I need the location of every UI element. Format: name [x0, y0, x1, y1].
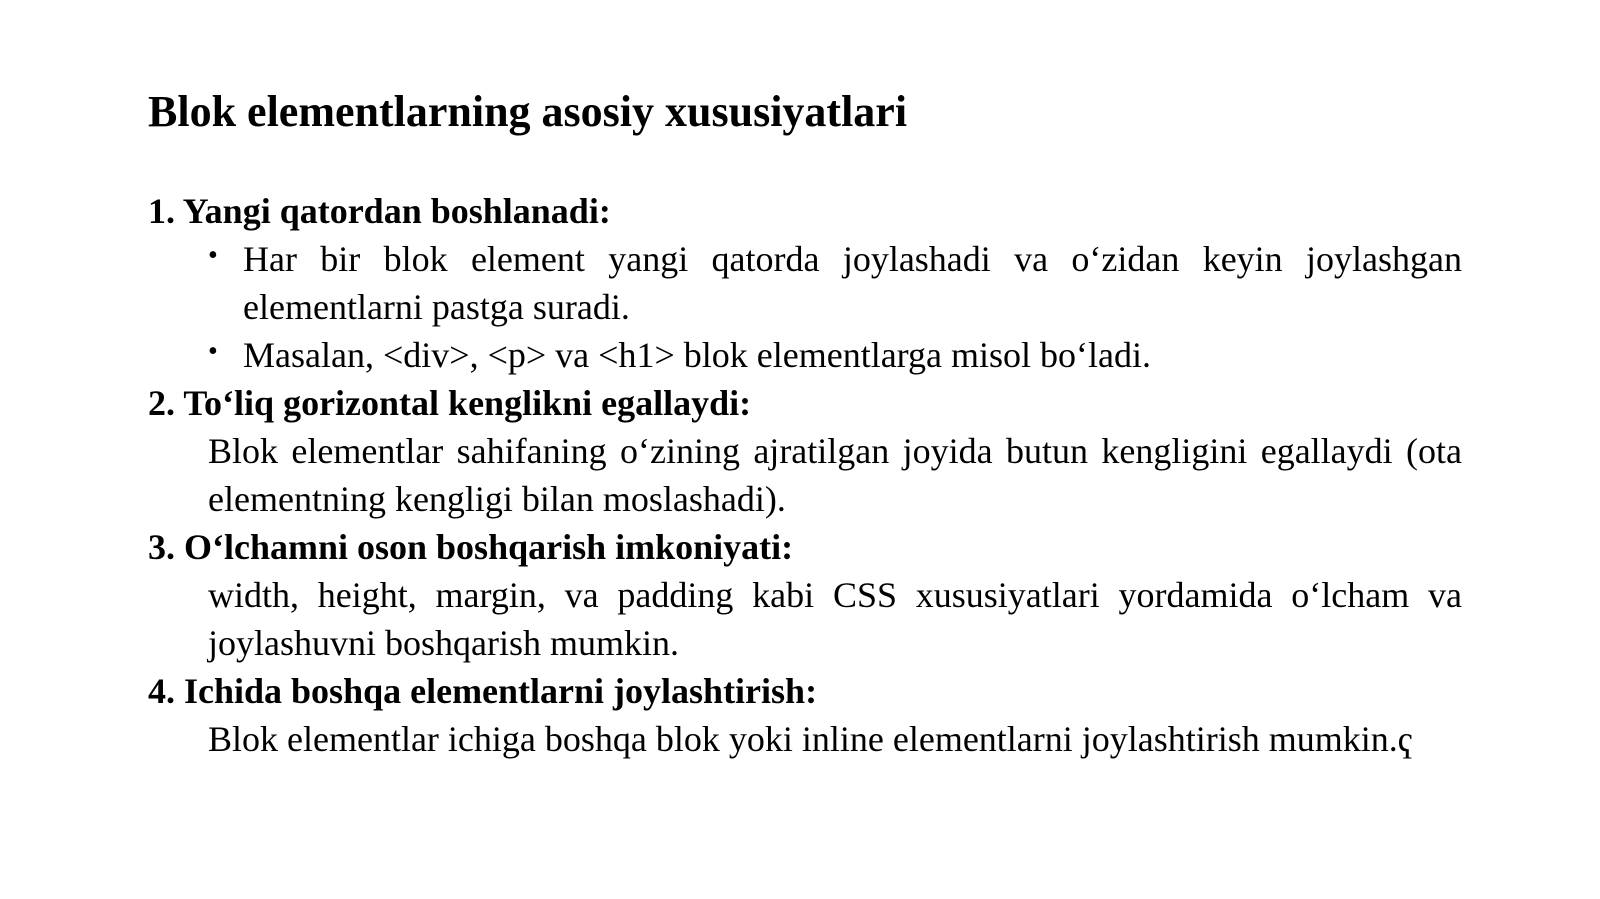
bullet-item: [148, 331, 1462, 379]
section-heading: 4. Ichida boshqa elementlarni joylashtirish:: [148, 671, 818, 711]
section-1: [148, 187, 1462, 379]
section-paragraph: Blok elementlar ichiga boshqa blok yoki inline elementlarni joylashtirish mumkin.ҁ: [208, 719, 1414, 759]
slide-title: Blok elementlarning asosiy xususiyatlari: [148, 87, 908, 136]
slide-content: [148, 187, 1462, 763]
bullet-text: Masalan, <div>, <p> va <h1> blok elementlarga misol bo‘ladi.: [243, 335, 1151, 375]
bullet-icon: •: [208, 240, 218, 271]
bullet-list: [148, 235, 1462, 379]
section-paragraph: width, height, margin, va padding kabi CSS xususiyatlari yordamida o‘lcham va joylashuvni boshqarish mumkin.: [208, 575, 1462, 663]
bullet-icon: •: [208, 336, 218, 367]
section-heading: 1. Yangi qatordan boshlanadi:: [148, 191, 611, 231]
section-paragraph: Blok elementlar sahifaning o‘zining ajratilgan joyida butun kengligini egallaydi (ota elementning kengligi bilan moslashadi).: [208, 431, 1462, 519]
section-heading: 3. O‘lchamni oson boshqarish imkoniyati:: [148, 527, 794, 567]
bullet-item: [148, 235, 1462, 331]
section-heading: 2. To‘liq gorizontal kenglikni egallaydi:: [148, 383, 752, 423]
section-4: [148, 667, 1462, 763]
section-2: [148, 379, 1462, 523]
section-3: [148, 523, 1462, 667]
bullet-text: Har bir blok element yangi qatorda joylashadi va o‘zidan keyin joylashgan elementlarni pastga suradi.: [243, 239, 1462, 327]
